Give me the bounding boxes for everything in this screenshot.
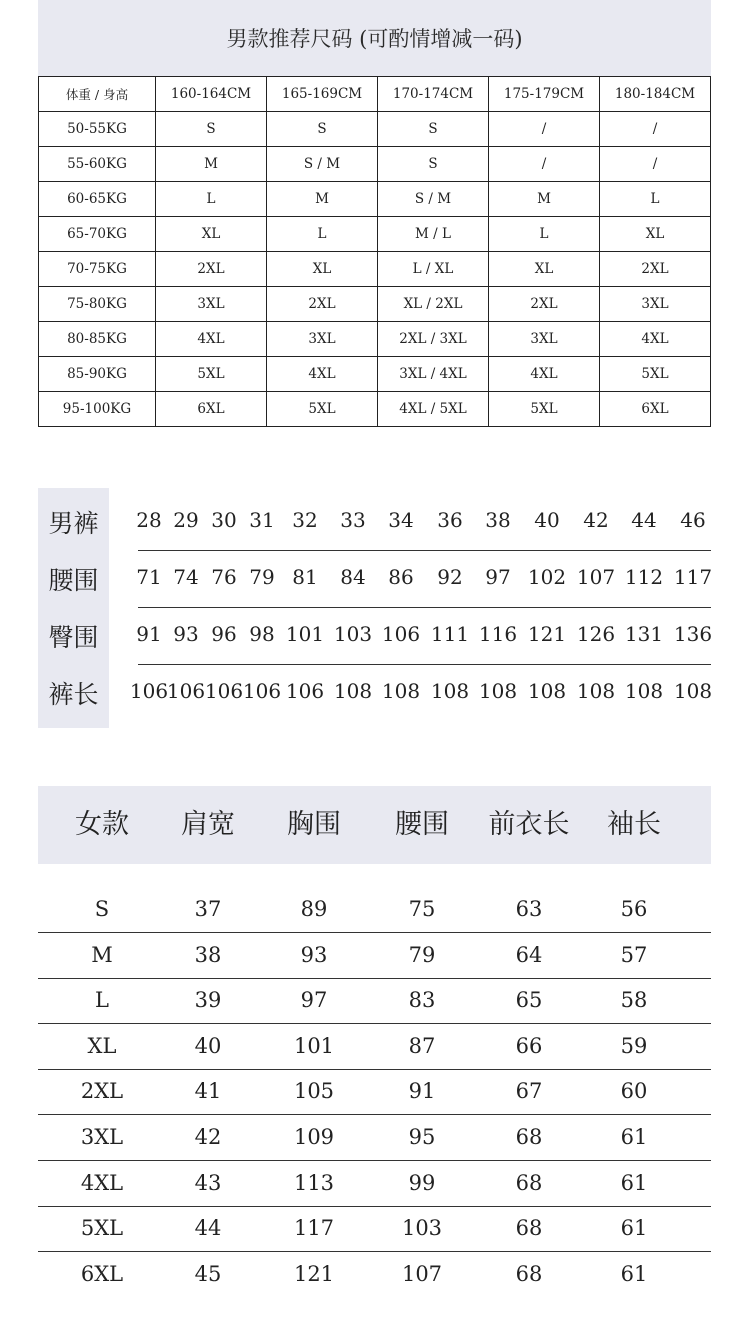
size-cell: 2XL (156, 252, 267, 287)
size-cell: / (489, 147, 600, 182)
pants-value: 108 (576, 679, 616, 703)
header-cell: 180-184CM (600, 77, 711, 112)
size-cell: 5XL (489, 392, 600, 427)
measure-cell: 44 (194, 1216, 222, 1241)
size-cell: 4XL / 5XL (378, 392, 489, 427)
header-cell: 体重 / 身高 (39, 77, 156, 112)
size-cell: XL / 2XL (378, 287, 489, 322)
measure-cell: 42 (194, 1125, 222, 1149)
measure-cell: 83 (408, 988, 436, 1013)
pants-value: 29 (173, 508, 199, 532)
size-cell: M (156, 147, 267, 182)
table-row (39, 182, 711, 217)
measure-cell: 68 (515, 1170, 543, 1195)
pants-value: 44 (631, 508, 657, 532)
pants-value: 102 (527, 565, 567, 589)
size-cell: XL (156, 217, 267, 252)
pants-value: 106 (204, 679, 244, 703)
size-cell: M (267, 182, 378, 217)
size-cell: 6XL (600, 392, 711, 427)
measure-cell: 93 (300, 942, 328, 967)
measure-cell: 67 (515, 1079, 543, 1104)
measure-cell: 61 (620, 1216, 648, 1241)
pants-value: 38 (485, 508, 511, 532)
pants-value: 106 (129, 679, 169, 703)
size-cell: / (600, 147, 711, 182)
pants-row-label: 臀围 (48, 623, 99, 652)
measure-cell: 37 (194, 897, 222, 921)
size-cell: 5XL (80, 1216, 124, 1241)
size-cell: 2XL (600, 252, 711, 287)
table-row (39, 252, 711, 287)
row-divider (138, 664, 711, 665)
size-cell: 4XL (489, 357, 600, 392)
weight-cell: 75-80KG (39, 287, 156, 322)
pants-value: 42 (583, 508, 609, 532)
size-cell: / (600, 112, 711, 147)
measure-cell: 45 (194, 1261, 222, 1286)
size-cell: L (156, 182, 267, 217)
table-row (39, 322, 711, 357)
pants-value: 107 (576, 565, 616, 589)
pants-value: 32 (292, 508, 318, 532)
pants-value: 92 (437, 565, 463, 589)
pants-row-label: 男裤 (48, 509, 99, 538)
weight-cell: 50-55KG (39, 112, 156, 147)
size-cell: L (267, 217, 378, 252)
women-header-cell: 袖长 (607, 809, 661, 840)
pants-value: 126 (576, 622, 616, 646)
pants-value: 28 (136, 508, 162, 532)
size-cell: 3XL (267, 322, 378, 357)
size-cell: L (489, 217, 600, 252)
pants-value: 106 (381, 622, 421, 646)
pants-value: 30 (211, 508, 237, 532)
size-cell: 2XL (80, 1079, 124, 1104)
women-header-cell: 女款 (75, 809, 129, 840)
pants-value: 117 (673, 565, 713, 589)
measure-cell: 43 (194, 1170, 222, 1195)
size-cell: 5XL (267, 392, 378, 427)
weight-cell: 70-75KG (39, 252, 156, 287)
women-header-cell: 胸围 (287, 809, 341, 840)
size-cell: L (95, 988, 109, 1013)
pants-value: 108 (333, 679, 373, 703)
size-cell: S (378, 112, 489, 147)
size-cell: XL (600, 217, 711, 252)
pants-value: 36 (437, 508, 463, 532)
pants-value: 46 (680, 508, 706, 532)
weight-cell: 95-100KG (39, 392, 156, 427)
table-header-row (39, 77, 711, 112)
pants-value: 108 (673, 679, 713, 703)
measure-cell: 38 (194, 942, 222, 967)
pants-value: 101 (285, 622, 325, 646)
table-row (38, 1069, 711, 1115)
measure-cell: 39 (194, 988, 222, 1013)
men-recommended-size-chart (38, 0, 711, 427)
pants-value: 108 (527, 679, 567, 703)
measure-cell: 105 (293, 1079, 335, 1104)
size-cell: 2XL (267, 287, 378, 322)
table-row (38, 933, 711, 979)
measure-cell: 66 (515, 1033, 543, 1058)
measure-cell: 79 (408, 942, 436, 967)
measure-cell: 64 (515, 942, 543, 967)
measure-cell: 101 (293, 1033, 335, 1058)
measure-cell: 109 (293, 1125, 335, 1149)
header-cell: 170-174CM (378, 77, 489, 112)
size-cell: 3XL (80, 1125, 124, 1149)
measure-cell: 59 (620, 1033, 648, 1058)
measure-cell: 61 (620, 1261, 648, 1286)
size-cell: S / M (378, 182, 489, 217)
measure-cell: 40 (194, 1033, 222, 1058)
pants-value: 131 (624, 622, 664, 646)
size-cell: 3XL (600, 287, 711, 322)
row-divider (138, 550, 711, 551)
weight-cell: 85-90KG (39, 357, 156, 392)
table-row (38, 1161, 711, 1207)
pants-value: 108 (624, 679, 664, 703)
size-cell: XL (267, 252, 378, 287)
women-header-bar (38, 786, 711, 864)
pants-value: 91 (136, 622, 162, 646)
size-cell: S / M (267, 147, 378, 182)
table-row (38, 1206, 711, 1252)
measure-cell: 113 (293, 1170, 335, 1195)
pants-row-label: 腰围 (48, 566, 99, 595)
measure-cell: 58 (620, 988, 648, 1013)
measure-cell: 87 (408, 1033, 436, 1058)
table-row (39, 392, 711, 427)
pants-value: 96 (211, 622, 237, 646)
pants-value: 76 (211, 565, 237, 589)
size-cell: 4XL (80, 1170, 124, 1195)
measure-cell: 91 (408, 1079, 436, 1104)
pants-value: 121 (527, 622, 567, 646)
size-cell: 2XL / 3XL (378, 322, 489, 357)
pants-value: 34 (388, 508, 414, 532)
pants-value: 108 (430, 679, 470, 703)
women-size-chart (38, 786, 711, 1286)
pants-value: 33 (340, 508, 366, 532)
measure-cell: 56 (620, 897, 648, 921)
pants-value: 40 (534, 508, 560, 532)
pants-value: 116 (478, 622, 518, 646)
pants-value: 103 (333, 622, 373, 646)
pants-value: 81 (292, 565, 318, 589)
size-cell: M (489, 182, 600, 217)
pants-value: 108 (478, 679, 518, 703)
size-cell: S (94, 897, 110, 921)
men-pants-size-chart (38, 488, 711, 728)
pants-value: 111 (430, 622, 470, 646)
size-cell: 5XL (600, 357, 711, 392)
measure-cell: 103 (401, 1216, 443, 1241)
header-cell: 160-164CM (156, 77, 267, 112)
men-recommended-table (38, 76, 711, 427)
measure-cell: 97 (300, 988, 328, 1013)
table-row (38, 1024, 711, 1070)
size-cell: 4XL (600, 322, 711, 357)
measure-cell: 63 (515, 897, 543, 921)
table-row (38, 1252, 711, 1297)
men-recommended-title: 男款推荐尺码 (可酌情增减一码) (38, 0, 711, 76)
measure-cell: 99 (408, 1170, 436, 1195)
pants-value: 79 (249, 565, 275, 589)
pants-value: 97 (485, 565, 511, 589)
size-cell: / (489, 112, 600, 147)
header-cell: 165-169CM (267, 77, 378, 112)
pants-value: 106 (285, 679, 325, 703)
measure-cell: 95 (408, 1125, 436, 1149)
size-cell: M / L (378, 217, 489, 252)
weight-cell: 65-70KG (39, 217, 156, 252)
pants-value: 31 (249, 508, 275, 532)
table-row (39, 112, 711, 147)
pants-value: 136 (673, 622, 713, 646)
measure-cell: 65 (515, 988, 543, 1013)
women-header-cell: 前衣长 (488, 809, 570, 840)
women-header-cell: 腰围 (395, 809, 449, 840)
row-divider (138, 607, 711, 608)
measure-cell: 57 (620, 942, 648, 967)
size-cell: 4XL (156, 322, 267, 357)
women-header-cell: 肩宽 (181, 809, 235, 840)
header-cell: 175-179CM (489, 77, 600, 112)
weight-cell: 55-60KG (39, 147, 156, 182)
pants-value: 112 (624, 565, 664, 589)
table-row (39, 357, 711, 392)
measure-cell: 107 (401, 1261, 443, 1286)
size-cell: 2XL (489, 287, 600, 322)
size-cell: 3XL (489, 322, 600, 357)
size-cell: 3XL / 4XL (378, 357, 489, 392)
measure-cell: 89 (300, 897, 328, 921)
size-cell: S (378, 147, 489, 182)
size-cell: S (267, 112, 378, 147)
size-cell: XL (489, 252, 600, 287)
size-cell: L / XL (378, 252, 489, 287)
pants-value: 86 (388, 565, 414, 589)
size-cell: 5XL (156, 357, 267, 392)
table-row (38, 887, 711, 933)
weight-cell: 60-65KG (39, 182, 156, 217)
size-cell: L (600, 182, 711, 217)
size-cell: 4XL (267, 357, 378, 392)
pants-row-label: 裤长 (48, 680, 99, 709)
pants-value: 71 (136, 565, 162, 589)
measure-cell: 61 (620, 1125, 648, 1149)
size-cell: S (156, 112, 267, 147)
measure-cell: 68 (515, 1216, 543, 1241)
weight-cell: 80-85KG (39, 322, 156, 357)
measure-cell: 68 (515, 1125, 543, 1149)
measure-cell: 60 (620, 1079, 648, 1104)
pants-value: 84 (340, 565, 366, 589)
table-row (39, 217, 711, 252)
pants-value: 74 (173, 565, 199, 589)
table-row (39, 147, 711, 182)
measure-cell: 75 (408, 897, 436, 921)
size-cell: 6XL (156, 392, 267, 427)
size-cell: 3XL (156, 287, 267, 322)
measure-cell: 61 (620, 1170, 648, 1195)
pants-value: 108 (381, 679, 421, 703)
size-cell: XL (87, 1033, 117, 1058)
pants-value: 106 (242, 679, 282, 703)
table-row (38, 1115, 711, 1161)
pants-value: 106 (166, 679, 206, 703)
size-cell: 6XL (80, 1261, 124, 1286)
measure-cell: 121 (293, 1261, 335, 1286)
measure-cell: 41 (194, 1079, 222, 1104)
size-cell: M (91, 942, 113, 967)
measure-cell: 117 (293, 1216, 335, 1241)
pants-value: 98 (249, 622, 275, 646)
table-row (38, 978, 711, 1024)
pants-value: 93 (173, 622, 199, 646)
measure-cell: 68 (515, 1261, 543, 1286)
table-row (39, 287, 711, 322)
